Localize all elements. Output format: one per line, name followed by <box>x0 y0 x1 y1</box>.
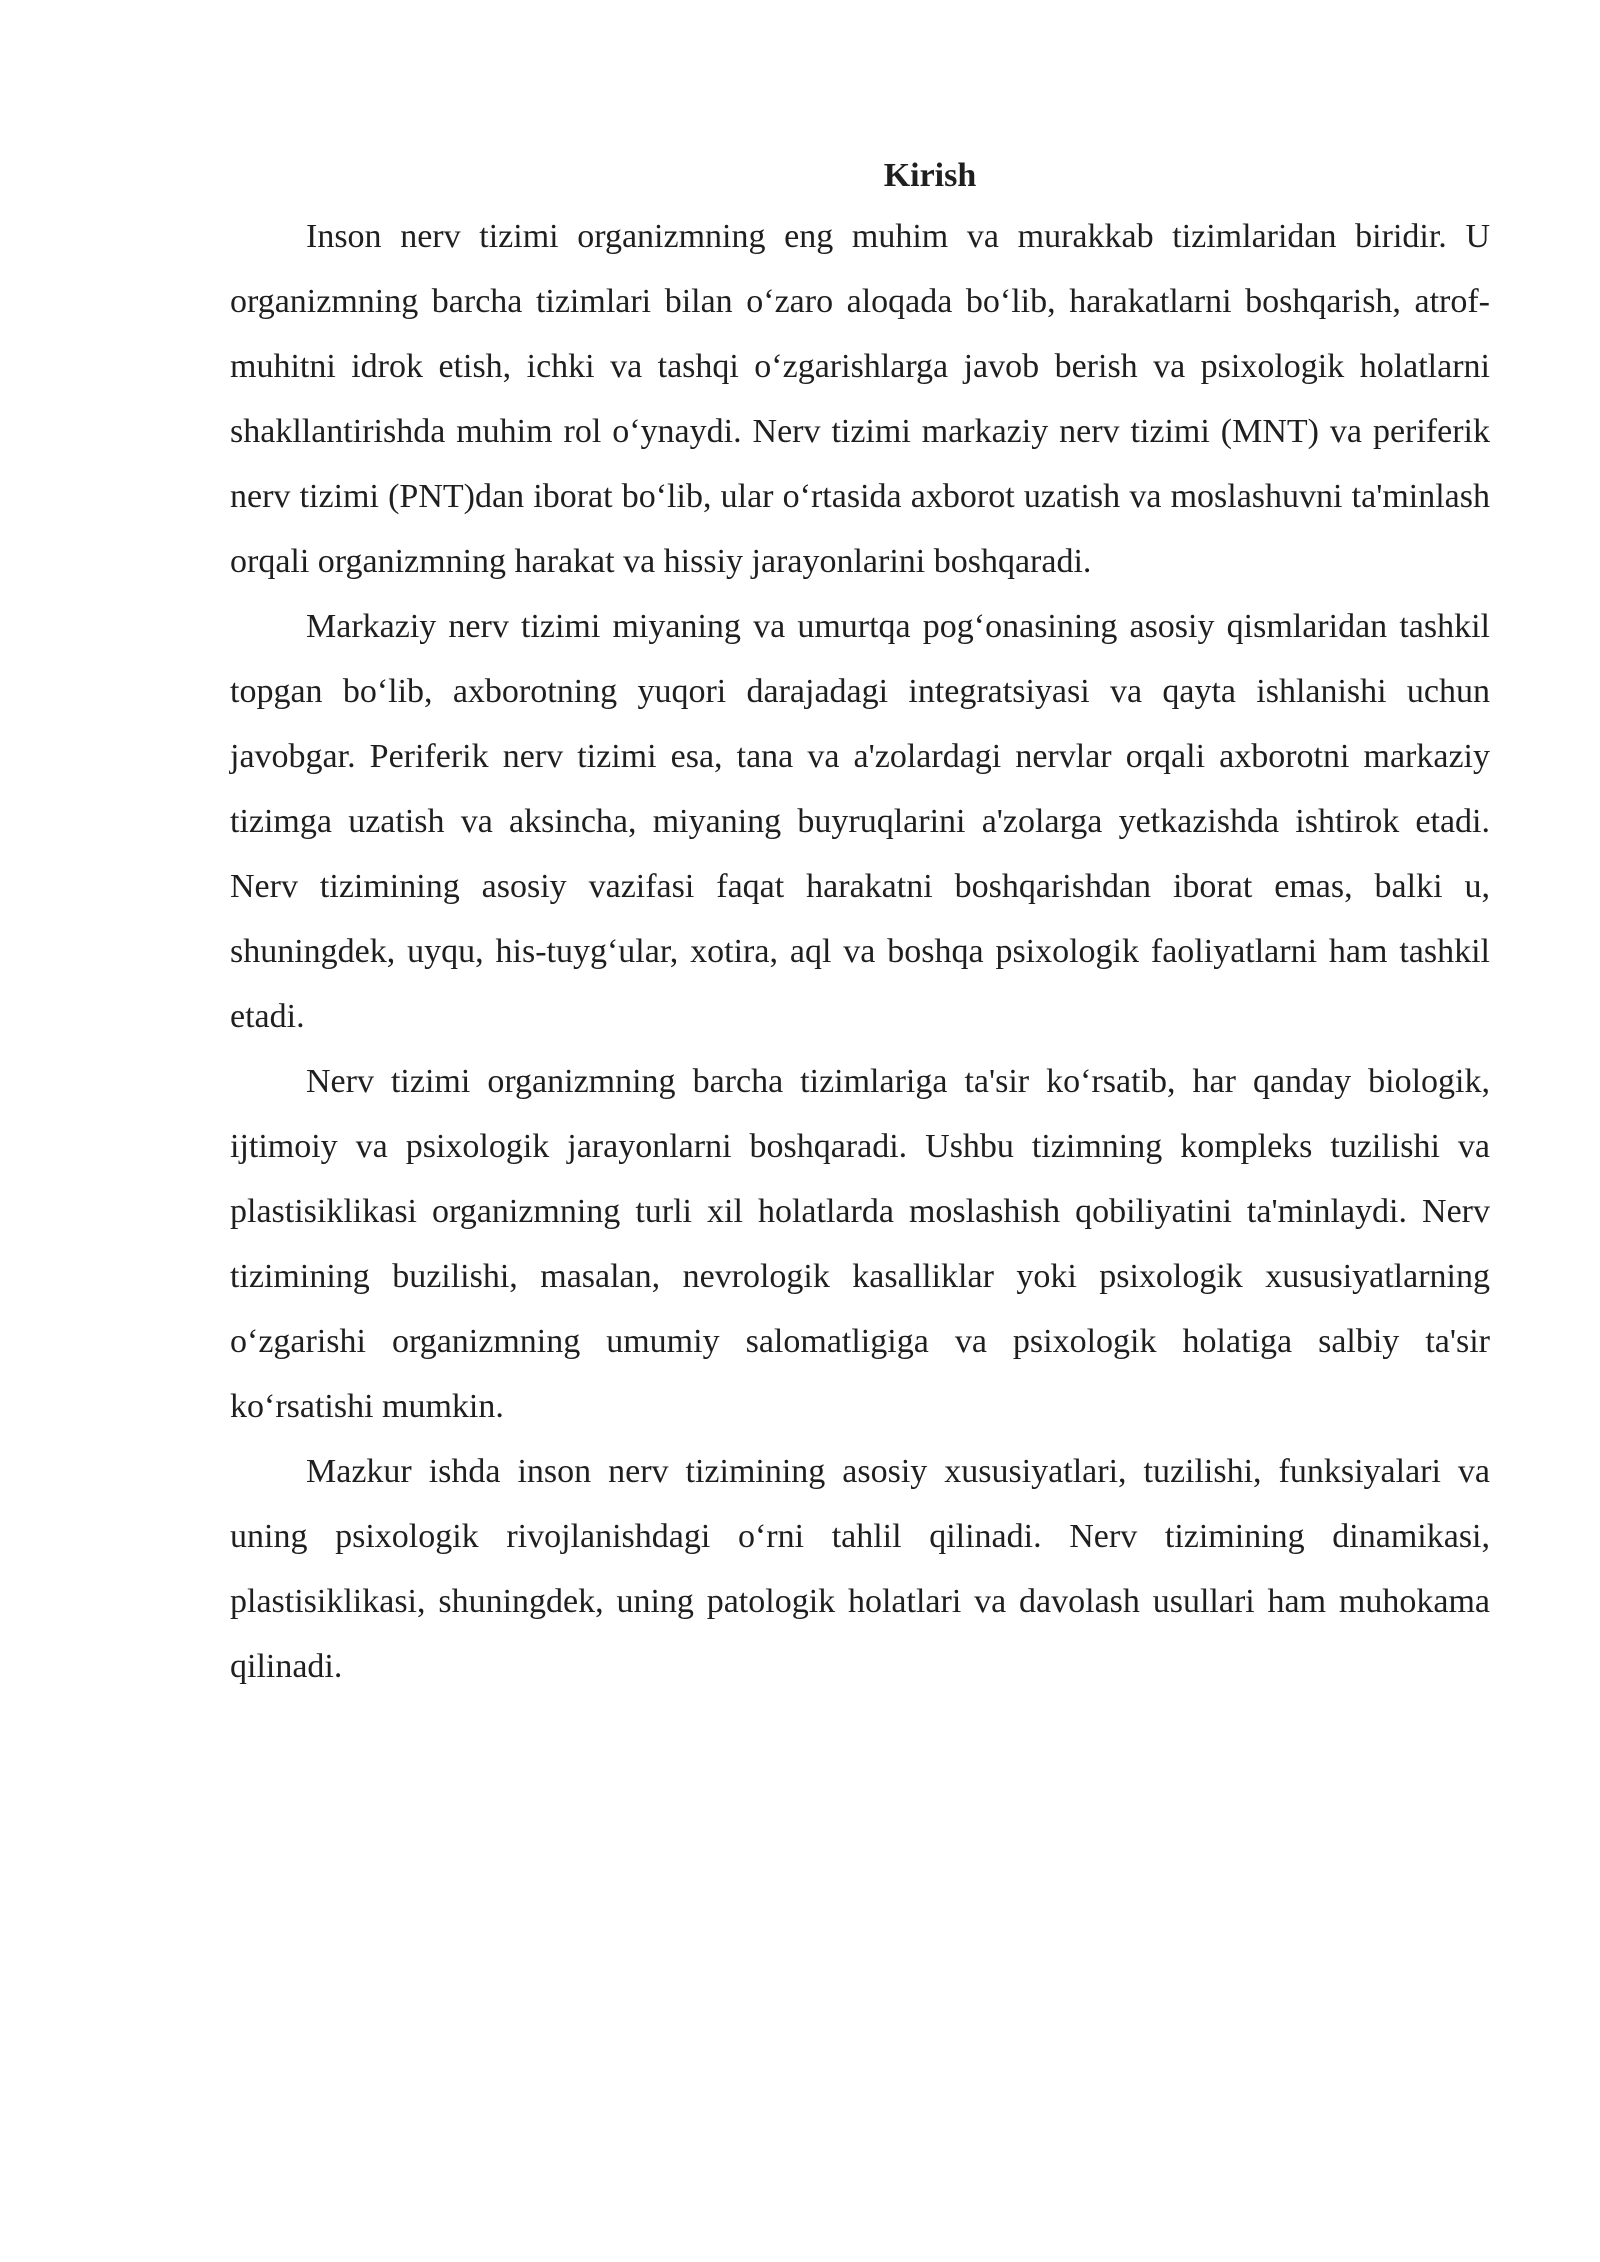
page-title: Kirish <box>883 157 977 194</box>
document-body <box>230 148 1490 1699</box>
paragraph-4: Mazkur ishda inson nerv tizimining asosiy xususiyatlari, tuzilishi, funksiyalari va uning psixologik rivojlanishdagi o‘rni tahlil qilinadi. Nerv tizimining dinamikasi, plastisiklikasi, shuningdek, uning patologik holatlari va davolash usullari ham muhokama qilinadi. <box>230 1453 1490 1685</box>
paragraph-2: Markaziy nerv tizimi miyaning va umurtqa pog‘onasining asosiy qismlaridan tashkil topgan bo‘lib, axborotning yuqori darajadagi integratsiyasi va qayta ishlanishi uchun javobgar. Periferik nerv tizimi esa, tana va a'zolardagi nervlar orqali axborotni markaziy tizimga uzatish va aksincha, miyaning buyruqlarini a'zolarga yetkazishda ishtirok etadi. Nerv tizimining asosiy vazifasi faqat harakatni boshqarishdan iborat emas, balki u, shuningdek, uyqu, his-tuyg‘ular, xotira, aql va boshqa psixologik faoliyatlarni ham tashkil etadi. <box>230 608 1490 1035</box>
paragraph-3: Nerv tizimi organizmning barcha tizimlariga ta'sir ko‘rsatib, har qanday biologik, ijtimoiy va psixologik jarayonlarni boshqaradi. Ushbu tizimning kompleks tuzilishi va plastisiklikasi organizmning turli xil holatlarda moslashish qobiliyatini ta'minlaydi. Nerv tizimining buzilishi, masalan, nevrologik kasalliklar yoki psixologik xususiyatlarning o‘zgarishi organizmning umumiy salomatligiga va psixologik holatiga salbiy ta'sir ko‘rsatishi mumkin. <box>230 1063 1490 1425</box>
paragraph-1: Inson nerv tizimi organizmning eng muhim va murakkab tizimlaridan biridir. U organizmning barcha tizimlari bilan o‘zaro aloqada bo‘lib, harakatlarni boshqarish, atrof-muhitni idrok etish, ichki va tashqi o‘zgarishlarga javob berish va psixologik holatlarni shakllantirishda muhim rol o‘ynaydi. Nerv tizimi markaziy nerv tizimi (MNT) va periferik nerv tizimi (PNT)dan iborat bo‘lib, ular o‘rtasida axborot uzatish va moslashuvni ta'minlash orqali organizmning harakat va hissiy jarayonlarini boshqaradi. <box>230 218 1490 580</box>
